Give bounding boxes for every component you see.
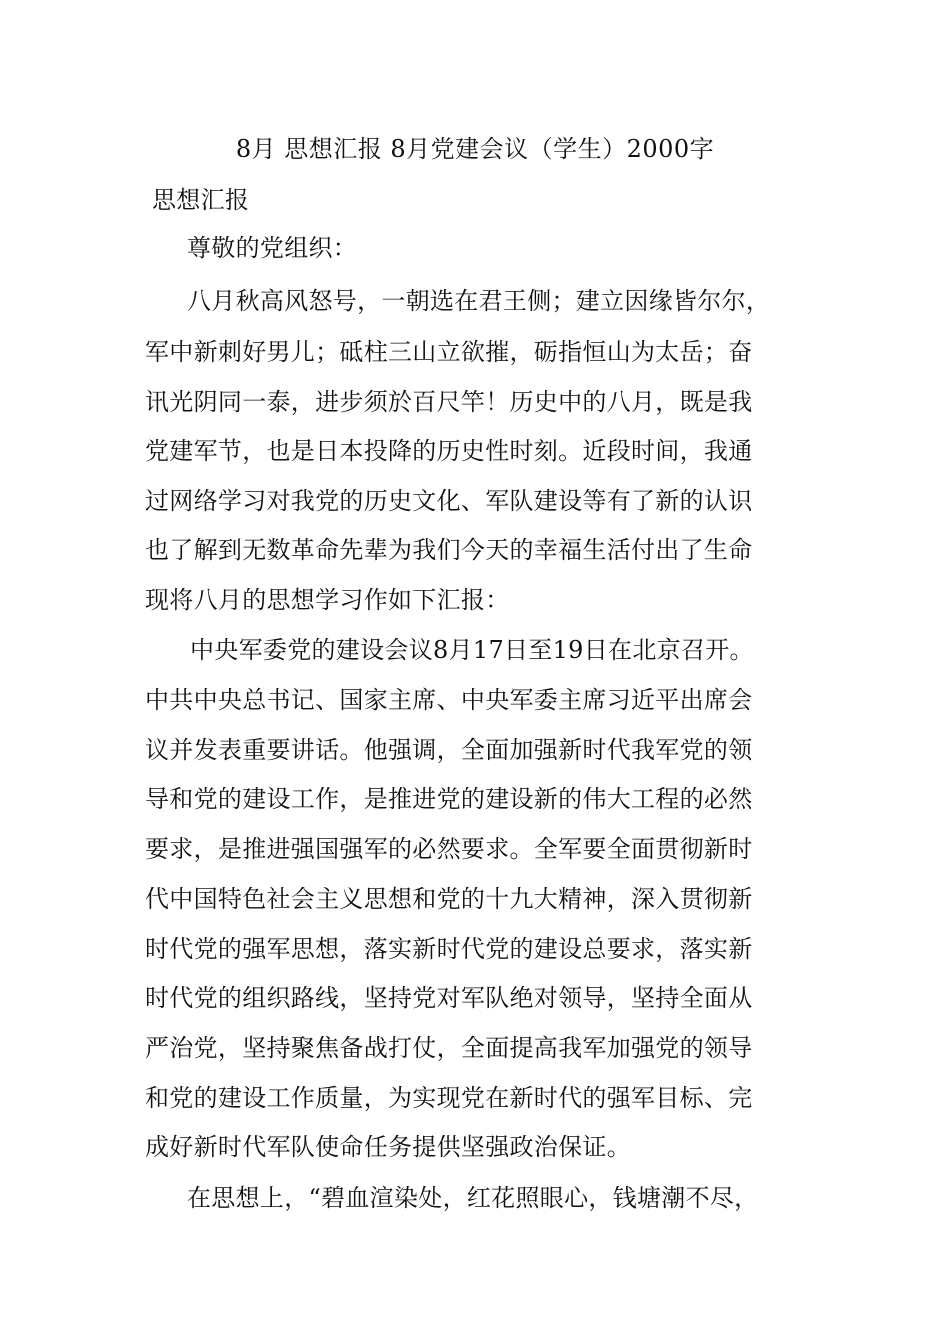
paragraph-2-line: 成好新时代军队使命任务提供坚强政治保证。 <box>145 1133 631 1161</box>
paragraph-2-line: 导和党的建设工作，是推进党的建设新的伟大工程的必然 <box>145 785 753 813</box>
paragraph-1-line: 讯光阴同一泰，进步须於百尺竿！历史中的八月，既是我 <box>145 388 753 416</box>
paragraph-2-line: 严治党，坚持聚焦备战打仗，全面提高我军加强党的领导 <box>145 1034 753 1062</box>
paragraph-1-line: 党建军节，也是日本投降的历史性时刻。近段时间，我通 <box>145 437 753 465</box>
paragraph-1-line: 现将八月的思想学习作如下汇报： <box>145 586 510 614</box>
paragraph-1-line: 军中新刺好男儿；砥柱三山立欲摧，砺指恒山为太岳；奋 <box>145 338 753 366</box>
paragraph-2-line: 要求，是推进强国强军的必然要求。全军要全面贯彻新时 <box>145 835 753 863</box>
paragraph-3-line: 在思想上，“碧血渲染处，红花照眼心，钱塘潮不尽， <box>187 1184 759 1212</box>
paragraph-2-line: 代中国特色社会主义思想和党的十九大精神，深入贯彻新 <box>145 885 753 913</box>
document-title: 8月 思想汇报 8月党建会议（学生）2000字 <box>235 135 715 163</box>
paragraph-1-line: 过网络学习对我党的历史文化、军队建设等有了新的认识 <box>145 487 753 515</box>
paragraph-2-line: 时代党的强军思想，落实新时代党的建设总要求，落实新 <box>145 935 753 963</box>
paragraph-2-line: 时代党的组织路线，坚持党对军队绝对领导，坚持全面从 <box>145 984 753 1012</box>
paragraph-2-line: 中共中央总书记、国家主席、中央军委主席习近平出席会 <box>145 686 753 714</box>
paragraph-2-line: 议并发表重要讲话。他强调，全面加强新时代我军党的领 <box>145 736 753 764</box>
paragraph-2-line: 和党的建设工作质量，为实现党在新时代的强军目标、完 <box>145 1084 753 1112</box>
paragraph-2-line: 中央军委党的建设会议8月17日至19日在北京召开。 <box>190 636 754 664</box>
paragraph-1-line: 也了解到无数革命先辈为我们今天的幸福生活付出了生命 <box>145 536 753 564</box>
salutation: 尊敬的党组织： <box>187 234 358 262</box>
paragraph-1-line: 八月秋高风怒号，一朝选在君王侧；建立因缘皆尔尔， <box>187 287 771 315</box>
document-subtitle: 思想汇报 <box>152 186 250 214</box>
